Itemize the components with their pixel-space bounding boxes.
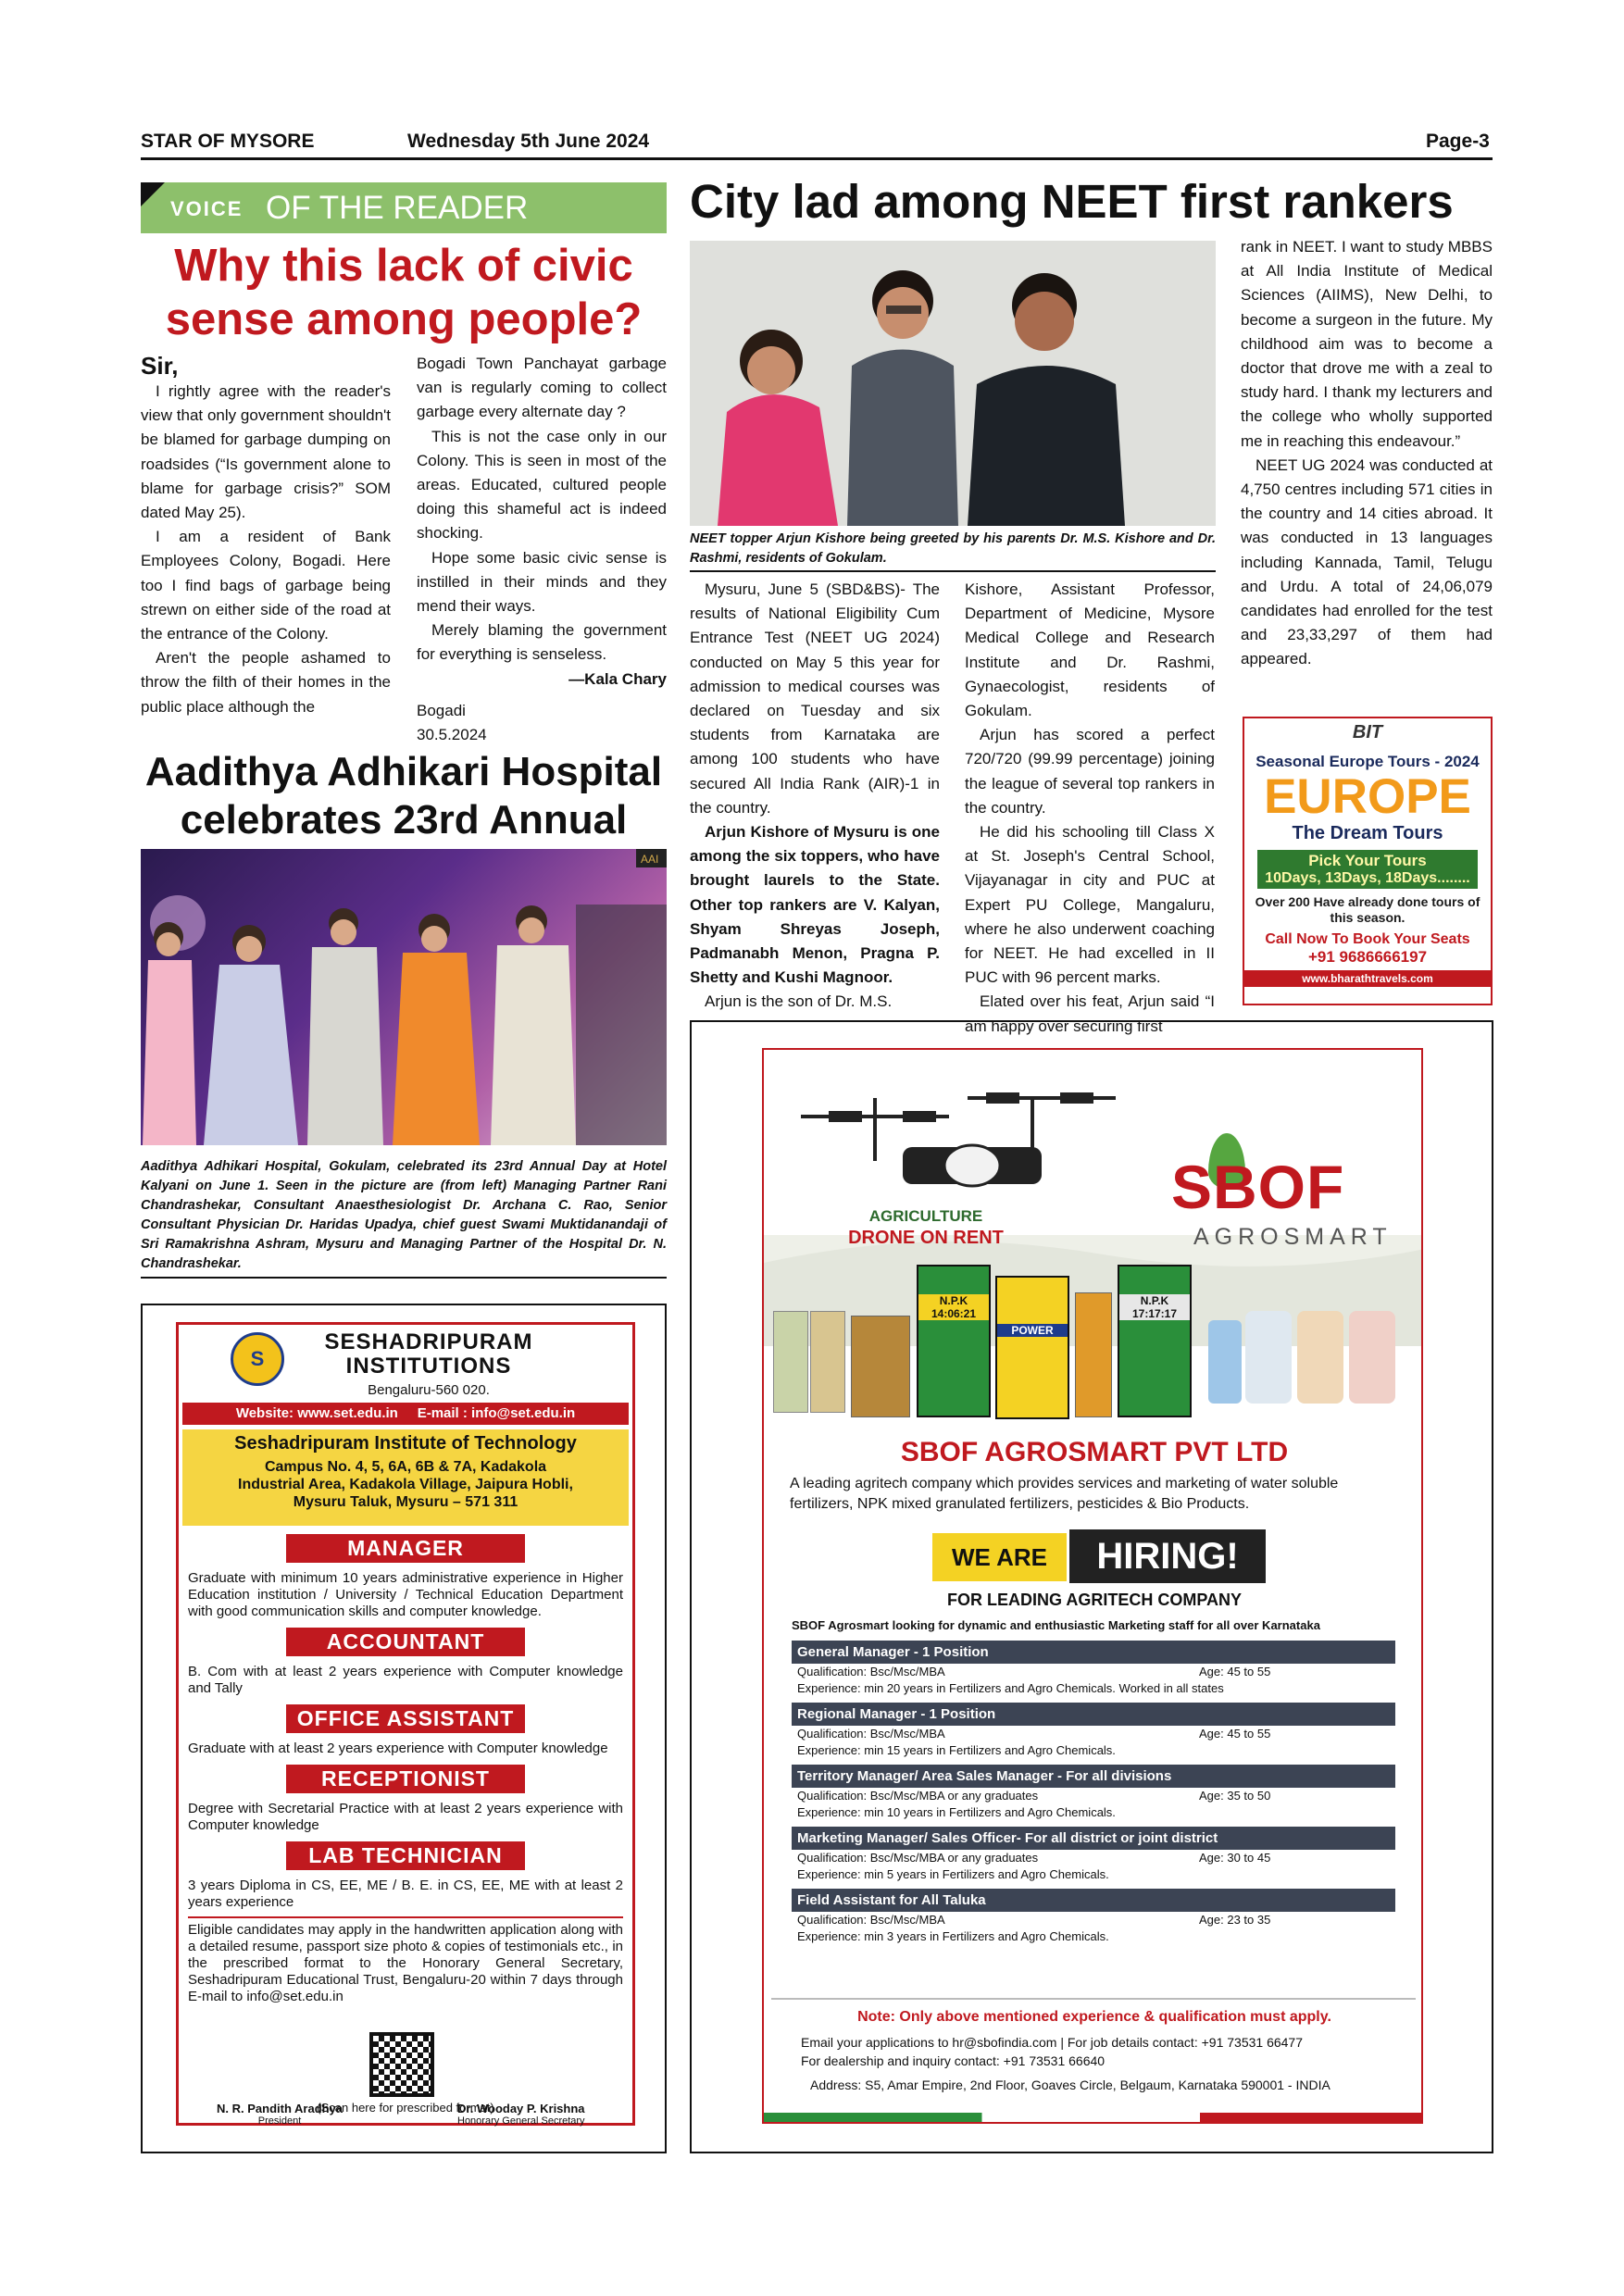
masthead-rule	[141, 157, 1493, 160]
sbof-company: SBOF AGROSMART PVT LTD	[900, 1437, 1289, 1467]
seshadri-website[interactable]: Website: www.set.edu.in	[235, 1405, 398, 1421]
seshadri-inst: Seshadripuram Institute of Technology	[234, 1433, 577, 1454]
seshadri-name-1: SESHADRIPURAM	[324, 1329, 533, 1354]
sbof-jobs	[792, 1641, 1395, 1951]
seshadri-city: Bengaluru-560 020.	[368, 1382, 490, 1398]
product-bag	[810, 1311, 845, 1413]
divider	[188, 1916, 623, 1918]
paragraph: I am a resident of Bank Employees Colony, Bogadi. Here too I find bags of garbage being strewn on either side of the road at the entrance of the Colony.	[141, 528, 391, 643]
hospital-caption: Aadithya Adhikari Hospital, Gokulam, celebrated its 23rd Annual Day at Hotel Kalyani on June 1. Seen in the picture are (from left) Managing Partner Rani Chandrashekar, Consultant Anaesthesiologist Dr. Archana C. Rao, Senior Consultant Physician Dr. Haridas Upadya, chief guest Swami Muktidanandaji of Sri Ramakrishna Ashram, Mysuru and Managing Partner of the Hospital Dr. N. Chandrashekar.	[141, 1159, 667, 1271]
product-bag	[1118, 1265, 1192, 1417]
europe-ad[interactable]	[1243, 717, 1493, 1005]
paragraph: Elated over his feat, Arjun said “I am happy over securing first	[965, 992, 1215, 1035]
job-age: Age: 30 to 45	[1199, 1851, 1271, 1865]
sig2	[457, 2102, 585, 2127]
neet-column-2	[965, 578, 1215, 1039]
product-label: N.P.K 14:06:21	[918, 1294, 989, 1320]
europe-tagline: Seasonal Europe Tours - 2024	[1255, 753, 1480, 770]
post-desc: Graduate with minimum 10 years administrative experience in Higher Education institution / University / Technical Education Department with good communication skills and computer knowledge.	[188, 1570, 623, 1619]
hospital-photo-figures	[141, 849, 667, 1145]
voice-column-1	[141, 352, 391, 719]
neet-photo-figures	[690, 241, 1216, 526]
job-exp: Experience: min 5 years in Fertilizers and Agro Chemicals.	[797, 1867, 1109, 1881]
sbof-drone-1: AGRICULTURE	[868, 1207, 983, 1225]
neet-headline: City lad among NEET first rankers	[690, 175, 1454, 228]
post-desc: 3 years Diploma in CS, EE, ME / B. E. in CS, EE, ME with at least 2 years experience	[188, 1878, 623, 1910]
qr-code-icon[interactable]	[369, 2032, 434, 2097]
job-exp: Experience: min 3 years in Fertilizers and Agro Chemicals.	[797, 1929, 1109, 1943]
signature-place: Bogadi	[417, 701, 466, 719]
job-title: Territory Manager/ Area Sales Manager - For all divisions	[792, 1765, 1395, 1788]
paragraph: Mysuru, June 5 (SBD&BS)- The results of National Eligibility Cum Entrance Test (NEET UG 2024) conducted on May 5 this year for admission to medical courses was declared on Tuesday and six students from Karnataka are among 100 students who have secured All India Rank (AIR)-1 in the country.	[690, 580, 940, 817]
sbof-logo-sub: AGROSMART	[1193, 1224, 1393, 1250]
corner-triangle	[141, 182, 165, 206]
job-block	[792, 1703, 1395, 1759]
paragraph: He did his schooling till Class X at St. Joseph's Central School, Vijayanagar in city and PUC at Expert PU College, Mangaluru, where he also underwent coaching for NEET. He had excelled in II PUC with 96 percent marks.	[965, 823, 1215, 987]
voice-banner	[141, 182, 667, 233]
paragraph: rank in NEET. I want to study MBBS at All India Institute of Medical Sciences (AIIMS), New Delhi, to become a surgeon in the future. My childhood aim was to become a doctor that drove me with a zeal to study hard. I thank my lecturers and the college who wholly supported me in reaching this endeavour.”	[1241, 238, 1493, 450]
post-title: OFFICE ASSISTANT	[286, 1704, 525, 1733]
caption-rule	[141, 1277, 667, 1279]
sbof-email-line[interactable]: Email your applications to hr@sbofindia.com | For job details contact: +91 73531 66477	[801, 2035, 1303, 2050]
job-title: General Manager - 1 Position	[792, 1641, 1395, 1664]
post-title: ACCOUNTANT	[286, 1628, 525, 1656]
product-bag	[917, 1265, 991, 1417]
voice-tag-sub: OF THE READER	[266, 190, 529, 226]
sbof-ad-frame	[690, 1020, 1493, 2153]
europe-over: Over 200 Have already done tours of this season.	[1255, 894, 1480, 925]
voice-tag: VOICE	[170, 197, 244, 220]
job-age: Age: 23 to 35	[1199, 1913, 1271, 1927]
product-label: N.P.K 17:17:17	[1119, 1294, 1190, 1320]
europe-web[interactable]: www.bharathtravels.com	[1244, 970, 1491, 987]
europe-pick: Pick Your Tours	[1308, 852, 1427, 869]
job-block	[792, 1765, 1395, 1821]
product-bottle	[1245, 1311, 1292, 1404]
seshadri-ad-frame	[141, 1304, 667, 2153]
product-label: POWER	[997, 1324, 1068, 1337]
sig2-role: Honorary General Secretary	[457, 2115, 585, 2127]
europe-big: EUROPE	[1264, 769, 1471, 824]
europe-sub: The Dream Tours	[1292, 823, 1443, 843]
post-title: LAB TECHNICIAN	[286, 1841, 525, 1870]
hospital-headline-line1: Aadithya Adhikari Hospital	[144, 749, 663, 794]
sig2-name: Dr. Wooday P. Krishna	[457, 2102, 585, 2115]
europe-pick-box	[1257, 850, 1478, 889]
salutation: Sir,	[141, 352, 179, 380]
sbof-for: FOR LEADING AGRITECH COMPANY	[947, 1591, 1242, 1609]
europe-phone[interactable]: +91 9686666197	[1307, 948, 1428, 966]
seshadri-logo-icon: S	[231, 1332, 284, 1386]
neet-caption: NEET topper Arjun Kishore being greeted by his parents Dr. M.S. Kishore and Dr. Rashmi, residents of Gokulam.	[690, 531, 1216, 566]
neet-column-3	[1241, 235, 1493, 672]
sbof-about: A leading agritech company which provides services and marketing of water soluble fertilizers, NPK mixed granulated fertilizers, pesticides & Bio Products.	[790, 1476, 1339, 1512]
job-qual-row	[792, 1788, 1395, 1804]
europe-call: Call Now To Book Your Seats	[1265, 931, 1470, 947]
europe-days: 10Days, 13Days, 18Days........	[1265, 870, 1470, 886]
paragraph: Bogadi Town Panchayat garbage van is regularly coming to collect garbage every alternate day ?	[417, 355, 667, 421]
sbof-drone-2: DRONE ON RENT	[848, 1228, 1004, 1248]
job-title: Regional Manager - 1 Position	[792, 1703, 1395, 1726]
job-exp: Experience: min 20 years in Fertilizers and Agro Chemicals. Worked in all states	[797, 1681, 1224, 1695]
post-desc: Degree with Secretarial Practice with at least 2 years experience with Computer knowledge	[188, 1801, 623, 1833]
svg-text:AAI: AAI	[641, 853, 659, 866]
europe-brand: BIT	[1352, 722, 1383, 742]
job-age: Age: 35 to 50	[1199, 1789, 1271, 1803]
job-exp: Experience: min 10 years in Fertilizers and Agro Chemicals.	[797, 1805, 1116, 1819]
paragraph: This is not the case only in our Colony. This is seen in most of the areas. Educated, cultured people doing this shameful act is indeed shocking.	[417, 427, 667, 543]
seshadri-email[interactable]: E-mail : info@set.edu.in	[417, 1405, 576, 1421]
product-bag	[995, 1276, 1069, 1419]
job-qual: Qualification: Bsc/Msc/MBA	[797, 1727, 945, 1741]
product-row	[773, 1265, 1416, 1422]
seshadri-footer: Eligible candidates may apply in the handwritten application along with a detailed resume, passport size photo & copies of testimonials etc., in the prescribed format to the Honorary General Secretary, Seshadripuram Educational Trust, Bengaluru-20 within 7 days through E-mail to info@set.edu.in	[188, 1922, 623, 2004]
voice-headline-line2: sense among people?	[165, 294, 643, 344]
seshadri-ad	[176, 1322, 635, 2126]
neet-caption-rule	[690, 570, 1216, 572]
sbof-looking: SBOF Agrosmart looking for dynamic and enthusiastic Marketing staff for all over Karnataka	[792, 1618, 1320, 1632]
hospital-headline-line2: celebrates 23rd Annual	[180, 797, 628, 842]
seshadri-scan: (Scan here for prescribed format)	[317, 2101, 494, 2115]
divider	[771, 1998, 1416, 2000]
paragraph: Hope some basic civic sense is instilled in their minds and they mend their ways.	[417, 548, 667, 616]
product-bag	[851, 1316, 910, 1417]
job-block	[792, 1641, 1395, 1697]
job-title: Field Assistant for All Taluka	[792, 1889, 1395, 1912]
masthead-date: Wednesday 5th June 2024	[407, 131, 650, 152]
product-bottle	[1208, 1320, 1242, 1404]
job-qual-row	[792, 1664, 1395, 1680]
masthead-page: Page-3	[1426, 131, 1490, 152]
neet-photo	[690, 241, 1216, 526]
seshadri-name-2: INSTITUTIONS	[345, 1354, 512, 1379]
sbof-address: Address: S5, Amar Empire, 2nd Floor, Goaves Circle, Belgaum, Karnataka 590001 - INDIA	[810, 2078, 1330, 2092]
post-desc: Graduate with at least 2 years experience with Computer knowledge	[188, 1741, 608, 1756]
neet-column-1	[690, 578, 940, 1015]
masthead-paper: STAR OF MYSORE	[141, 131, 315, 152]
post-title: RECEPTIONIST	[286, 1765, 525, 1793]
voice-column-2	[417, 352, 667, 747]
voice-headline	[141, 239, 667, 346]
post-desc: B. Com with at least 2 years experience with Computer knowledge and Tally	[188, 1664, 623, 1696]
job-block	[792, 1889, 1395, 1945]
sbof-note: Note: Only above mentioned experience & qualification must apply.	[857, 2009, 1331, 2025]
sig1-role: President	[257, 2115, 302, 2127]
job-qual-row	[792, 1850, 1395, 1866]
paragraph: Arjun Kishore of Mysuru is one among the six toppers, who have brought laurels to the State. Other top rankers are V. Kalyan, Shyam Shreyas Joseph, Padmanabh Menon, Pragna P. Shetty and Kushi Magnoor.	[690, 823, 940, 987]
sbof-footer-strip	[764, 2113, 1423, 2124]
hospital-photo	[141, 849, 667, 1145]
signature: —Kala Chary	[568, 669, 667, 688]
product-bag	[773, 1311, 808, 1413]
product-bottle	[1297, 1311, 1343, 1404]
paragraph: Arjun is the son of Dr. M.S.	[705, 992, 893, 1011]
paragraph: Merely blaming the government for everything is senseless.	[417, 621, 667, 664]
job-qual: Qualification: Bsc/Msc/MBA	[797, 1665, 945, 1678]
job-age: Age: 45 to 55	[1199, 1665, 1271, 1678]
job-qual-row	[792, 1912, 1395, 1928]
paragraph: Aren't the people ashamed to throw the filth of their homes in the public place although the	[141, 649, 391, 716]
sbof-dealer-line[interactable]: For dealership and inquiry contact: +91 73531 66640	[801, 2053, 1106, 2068]
product-bag	[1075, 1292, 1112, 1417]
sbof-hiring: HIRING!	[1069, 1529, 1266, 1583]
job-exp: Experience: min 15 years in Fertilizers and Agro Chemicals.	[797, 1743, 1116, 1757]
job-qual: Qualification: Bsc/Msc/MBA or any graduates	[797, 1851, 1039, 1865]
product-bottle	[1349, 1311, 1395, 1404]
sbof-ad	[762, 1048, 1423, 2124]
paragraph: NEET UG 2024 was conducted at 4,750 centres including 571 cities in the country and 14 cities abroad. It was conducted in 13 languages including Kannada, Tamil, Telugu and Urdu. A total of 24,06,079 candidates had enrolled for the test and 23,33,297 of them had appeared.	[1241, 455, 1493, 668]
signature-date: 30.5.2024	[417, 726, 487, 744]
paragraph: Arjun has scored a perfect 720/720 (99.99 percentage) joining the league of several top rankers in the country.	[965, 726, 1215, 817]
seshadri-addr: Campus No. 4, 5, 6A, 6B & 7A, Kadakola Industrial Area, Kadakola Village, Jaipura Hobli, Mysuru Taluk, Mysuru – 571 311	[238, 1459, 573, 1510]
seshadri-inst-box	[182, 1429, 629, 1526]
sbof-we-are: WE ARE	[932, 1533, 1067, 1581]
sbof-logo: SBOF	[1171, 1153, 1345, 1221]
job-age: Age: 45 to 55	[1199, 1727, 1271, 1741]
seshadri-name	[308, 1330, 549, 1403]
sig1	[217, 2102, 343, 2127]
voice-headline-line1: Why this lack of civic	[174, 241, 633, 291]
post-title: MANAGER	[286, 1534, 525, 1563]
paragraph: Kishore, Assistant Professor, Department of Medicine, Mysore Medical College and Research Institute and Dr. Rashmi, Gynaecologist, residents of Gokulam.	[965, 580, 1215, 720]
seshadri-contact-bar	[182, 1403, 629, 1425]
job-block	[792, 1827, 1395, 1883]
job-qual-row	[792, 1726, 1395, 1742]
sig1-name: N. R. Pandith Aradhya	[217, 2102, 344, 2115]
seshadri-posts	[188, 1534, 623, 2005]
paragraph: I rightly agree with the reader's view that only government shouldn't be blamed for garbage dumping on roadsides (“Is government alone to blame for garbage crisis?” SOM dated May 25).	[141, 382, 391, 522]
job-title: Marketing Manager/ Sales Officer- For all district or joint district	[792, 1827, 1395, 1850]
job-qual: Qualification: Bsc/Msc/MBA	[797, 1913, 945, 1927]
job-qual: Qualification: Bsc/Msc/MBA or any graduates	[797, 1789, 1039, 1803]
